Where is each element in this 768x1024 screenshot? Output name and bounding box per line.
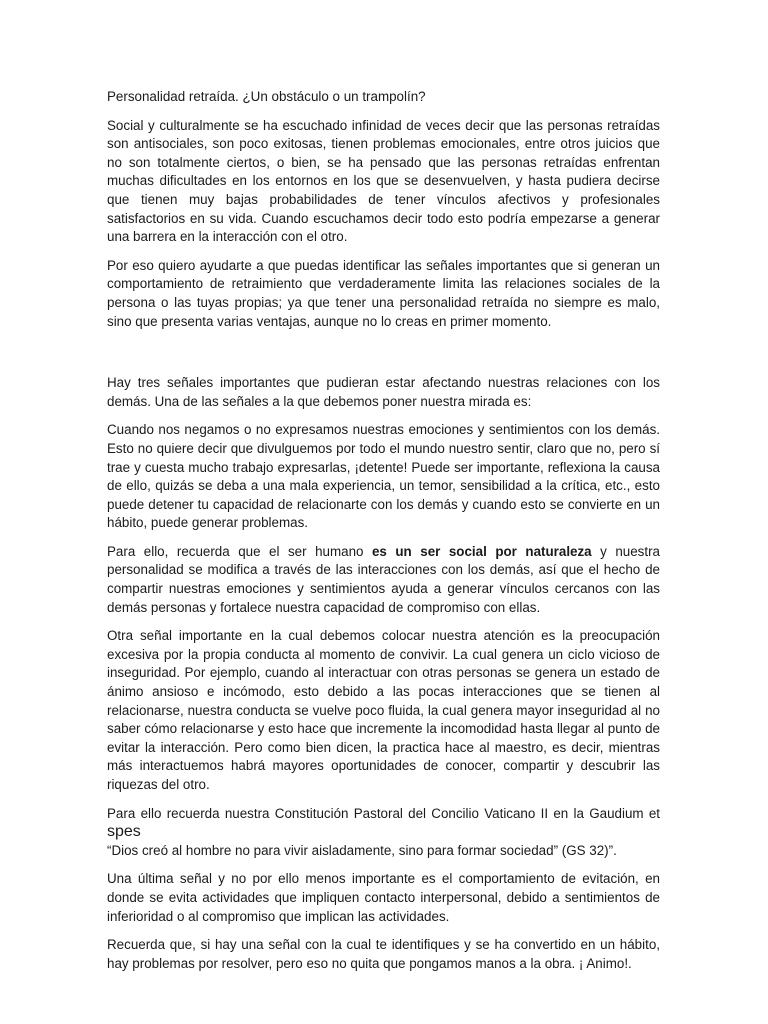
document-page bbox=[107, 88, 660, 983]
paragraph-signal-emotions: Cuando nos negamos o no expresamos nuestras emociones y sentimientos con los demás. Esto no quiere decir que divulguemos por todo el mundo nuestro sentir, claro que no, pero sí trae y cuesta mucho trabajo expresarlas, ¡detente! Puede ser importante, reflexiona la causa de ello, quizás se deba a una mala experiencia, un temor, sensibilidad a la crítica, etc., esto puede detener tu capacidad de relacionarte con los demás y cuando esto se convierte en un hábito, puede generar problemas. bbox=[107, 422, 660, 531]
gaudium-text-before: Para ello recuerda nuestra Constitución Pastoral del Concilio Vaticano II en la Gaudium et bbox=[107, 805, 660, 821]
social-nature-bold-phrase: es un ser social por naturaleza bbox=[371, 543, 592, 559]
paragraph-signal-avoidance: Una última señal y no por ello menos importante es el comportamiento de evitación, en donde se evita actividades que impliquen contacto interpersonal, debido a sentimientos de inferioridad o al compromiso que implican las actividades. bbox=[107, 871, 660, 924]
document-title: Personalidad retraída. ¿Un obstáculo o un trampolín? bbox=[107, 89, 426, 104]
gaudium-quote: “Dios creó al hombre no para vivir aisladamente, sino para formar sociedad” (GS 32)”. bbox=[107, 842, 617, 858]
paragraph-gaudium-et-spes bbox=[107, 805, 660, 861]
social-nature-text-after: y nuestra personalidad se modifica a través de las interacciones con los demás, así que el hecho de compartir nuestras emociones y sentimientos ayuda a generar vínculos cercanos con las demás personas y fortalece nuestra capacidad de compromiso con ellas. bbox=[107, 543, 660, 615]
paragraph-intro: Social y culturalmente se ha escuchado infinidad de veces decir que las personas retraídas son antisociales, son poco exitosas, tienen problemas emocionales, entre otros juicios que no son totalmente ciertos, o bien, se ha pensado que las personas retraídas enfrentan muchas dificultades en los entornos en los que se desenvuelven, y hasta pudiera decirse que tienen muy bajas probabilidades de tener vínculos afectivos y profesionales satisfactorios en su vida. Cuando escuchamos decir todo esto podría empezarse a generar una barrera en la interacción con el otro. bbox=[107, 117, 660, 245]
gaudium-spes-word: spes bbox=[107, 823, 141, 841]
social-nature-text-before: Para ello, recuerda que el ser humano bbox=[107, 543, 372, 559]
blank-line bbox=[107, 341, 660, 374]
paragraph-three-signals: Hay tres señales importantes que pudieran estar afectando nuestras relaciones con los demás. Una de las señales a la que debemos poner nuestra mirada es: bbox=[107, 375, 660, 409]
paragraph-signal-worry: Otra señal importante en la cual debemos colocar nuestra atención es la preocupación excesiva por la propia conducta al momento de convivir. La cual genera un ciclo vicioso de inseguridad. Por ejemplo, cuando al interactuar con otras personas se genera un estado de ánimo ansioso e incómodo, esto debido a las pocas interacciones que se tienen al relacionarse, nuestra conducta se vuelve poco fluida, la cual genera mayor inseguridad al no saber cómo relacionarse y esto hace que incremente la incomodidad hasta llegar al punto de evitar la interacción. Pero como bien dicen, la practica hace al maestro, es decir, mientras más interactuemos habrá mayores oportunidades de conocer, compartir y descubrir las riquezas del otro. bbox=[107, 628, 660, 792]
paragraph-conclusion: Recuerda que, si hay una señal con la cual te identifiques y se ha convertido en un hábito, hay problemas por resolver, pero eso no quita que pongamos manos a la obra. ¡ Animo!. bbox=[107, 937, 660, 971]
paragraph-purpose: Por eso quiero ayudarte a que puedas identificar las señales importantes que si generan un comportamiento de retraimiento que verdaderamente limita las relaciones sociales de la persona o las tuyas propias; ya que tener una personalidad retraída no siempre es malo, sino que presenta varias ventajas, aunque no lo creas en primer momento. bbox=[107, 257, 660, 329]
paragraph-social-nature bbox=[107, 543, 660, 617]
